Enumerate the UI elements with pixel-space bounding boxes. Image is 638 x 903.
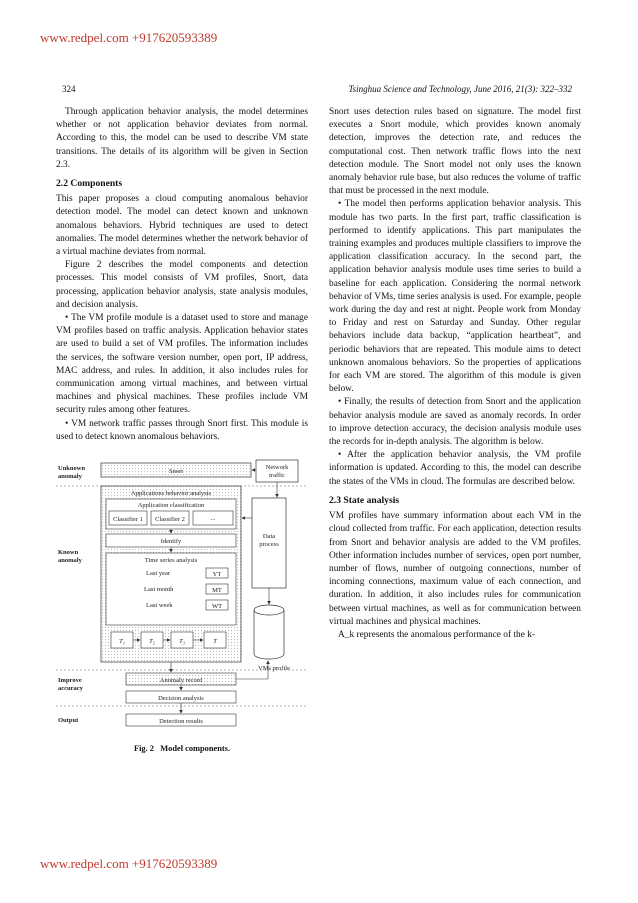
yt-label: YT (212, 571, 222, 579)
last-month-label: Last month (144, 586, 174, 594)
figure-caption (56, 742, 308, 755)
detection-results-label: Detection results (159, 718, 203, 726)
journal-header: Tsinghua Science and Technology, June 2016, 21(3): 322–332 (348, 84, 572, 94)
paragraph: Snort uses detection rules based on signature. The model first executes a Snort module, which provides known anomaly detection, improves the detection rate, and reduces the computational cost. Then network traffic flows into the next detection module. The Snort model not only uses the known anomaly behavior rule base, but also reduces the volume of traffic that must be processed in the next module. (329, 107, 581, 197)
section-heading-state-analysis: 2.3 State analysis (329, 494, 400, 506)
mt-label: MT (212, 587, 222, 595)
paragraph: Through application behavior analysis, the model determines whether or not application behavior deviates from normal. According to this, the model can be used to describe VM state transitions. The details of its algorithm will be given in Section 2.3. (56, 107, 308, 170)
last-year-label: Last year (146, 570, 171, 578)
right-column (329, 106, 581, 642)
t-label: T (213, 638, 217, 646)
vms-profile-cylinder (254, 610, 284, 659)
app-class-label: Application classification (137, 502, 205, 510)
figure-caption-text: Model components. (160, 744, 231, 754)
paragraph: • After the application behavior analysis, the VM profile information is updated. According to this, the model can describe the states of the VMs in cloud. The formulas are described below. (329, 450, 581, 487)
t2-label: T₂ (149, 638, 155, 646)
label-known-anomaly-1: Known (58, 549, 79, 557)
last-week-label: Last week (146, 602, 173, 610)
label-unknown-anomaly-1: Unknown (58, 465, 86, 473)
paragraph: A_k represents the anomalous performance of the k- (338, 629, 536, 640)
paragraph: • The VM profile module is a dataset used to store and manage VM profiles based on traffic analysis. Application behavior states are used to build a set of VM profiles. The information includes the services, the software version number, open port, IP address, MAC address, and rules. In addition, it also includes rules for communication among virtual machines, and between virtual machines and physical machines. These profiles include VM security rules among other features. (56, 313, 308, 416)
label-output: Output (58, 717, 79, 725)
label-known-anomaly-2: anomaly (58, 557, 82, 565)
watermark-bottom[interactable]: www.redpel.com +917620593389 (40, 856, 218, 871)
page-number: 324 (62, 84, 76, 94)
paragraph: • The model then performs application behavior analysis. This module has two parts. In the first part, traffic classification is performed to identify applications. This part manipulates the training examples and produces multiple classifiers to improve the application classification accuracy. In the second part, the application behavior analysis module uses time series to build a baseline for each application. Considering the normal network behavior of VMs, time series analysis is used. For example, people work during the day and rest at night. People work from Monday to Friday and rest on Saturday and Sunday. Other regular behaviors include data backup, “application heartbeat”, and periodic behaviors that are repeated. This module aims to detect unknown anomalous behaviors. So the properties of applications for each VM are stored. The algorithm of this module is given below. (329, 199, 581, 395)
app-behavior-label: Applications behavior analysis (130, 490, 212, 498)
identify-label: Identify (160, 538, 182, 546)
t3-label: T₃ (179, 638, 185, 646)
section-heading-components: 2.2 Components (56, 178, 123, 190)
left-column (56, 106, 308, 755)
paragraph: • VM network traffic passes through Snort first. This module is used to detect known anomalous behaviors. (56, 418, 308, 442)
wt-label: WT (211, 603, 223, 611)
classifier-2-label: Classifier 2 (155, 516, 185, 524)
paragraph: Figure 2 describes the model components and detection processes. This model consists of VM profiles, Snort, data processing, application behavior analysis, state analysis modules, and decision analysis. (56, 260, 308, 310)
paragraph: This paper proposes a cloud computing anomalous behavior detection model. The model can detect known and unknown anomalous behaviors. Hybrid techniques are used to detect anomalies. The model determines whether the network behavior of a virtual machine deviates from normal. (56, 194, 308, 258)
paragraph: • Finally, the results of detection from Snort and the application behavior analysis module are saved as anomaly records. In order to improve detection accuracy, the decision analysis module uses the records for in-depth analysis. The algorithm is below. (329, 397, 581, 448)
figure-caption-label: Fig. 2 (133, 744, 154, 754)
figure-model-components (56, 458, 308, 740)
time-series-label: Time series analysis (144, 557, 198, 565)
label-improve-accuracy-2: accuracy (58, 685, 83, 693)
data-process-label-2: process (259, 541, 279, 549)
data-process-label-1: Data (262, 533, 276, 541)
decision-analysis-label: Decision analysis (158, 695, 204, 703)
anomaly-record-label: Anomaly record (159, 677, 203, 685)
label-unknown-anomaly-2: anomaly (58, 473, 82, 481)
model-diagram (56, 458, 308, 740)
classifier-ellipsis: ... (210, 515, 216, 523)
paragraph: VM profiles have summary information about each VM in the cloud collected from traffic. For each application, detection results from Snort and behavior analysis are added to the VM profiles. Other information includes number of services, open port number, number of flows, number of outgoing connections, number of incoming connections, maximum value of each connection, and duration. In addition, it also includes rules for communication between virtual machines, as well as for communication between virtual machines and physical machines. (329, 511, 581, 627)
network-traffic-label-1: Network (265, 464, 289, 472)
t1-label: T₁ (119, 638, 125, 646)
snort-label: Snort (168, 468, 184, 476)
watermark-top[interactable]: www.redpel.com +917620593389 (40, 30, 218, 45)
label-improve-accuracy-1: Improve (58, 677, 82, 685)
vms-profile-label: VMs profile (258, 665, 290, 673)
network-traffic-label-2: traffic (269, 472, 285, 480)
classifier-1-label: Classifier 1 (113, 516, 143, 524)
